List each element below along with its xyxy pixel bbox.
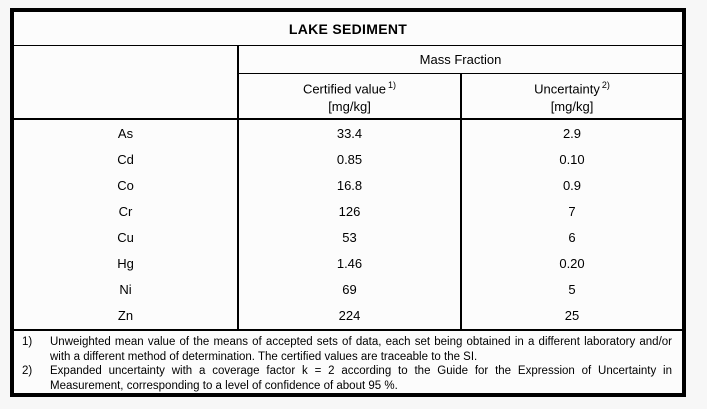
element-cell: Cd bbox=[14, 146, 239, 172]
footnote-2-text: Expanded uncertainty with a coverage factor k = 2 according to the Guide for the Expression of Uncertainty in Measurement, corresponding to a level of confidence of about 95 %. bbox=[50, 365, 672, 392]
footnotes-section bbox=[14, 331, 682, 393]
footnote-2-marker: 2) bbox=[22, 365, 33, 378]
uncertainty-cell: 0.9 bbox=[562, 177, 582, 193]
uncertainty-cell: 25 bbox=[564, 308, 580, 324]
element-cell: As bbox=[14, 120, 239, 146]
element-cell: Cu bbox=[14, 225, 239, 251]
certified-value-cell: 69 bbox=[239, 277, 462, 303]
mass-fraction-group-header: Mass Fraction bbox=[239, 46, 682, 74]
group-header-row bbox=[14, 46, 682, 74]
footnote-1 bbox=[22, 335, 672, 364]
table-title: LAKE SEDIMENT bbox=[14, 12, 682, 46]
data-grid bbox=[14, 120, 682, 331]
uncertainty-cell: 6 bbox=[568, 230, 576, 246]
certified-value-cell: 126 bbox=[239, 198, 462, 224]
column-header-row bbox=[14, 74, 682, 120]
certified-values-table bbox=[10, 8, 686, 397]
certified-value-cell: 224 bbox=[239, 303, 462, 329]
element-cell: Zn bbox=[14, 303, 239, 329]
footnote-ref-2: 2) bbox=[601, 80, 610, 91]
uncertainty-unit: [mg/kg] bbox=[550, 98, 594, 114]
certified-value-label: Certified value $^{1)}$ bbox=[302, 80, 397, 97]
element-cell: Cr bbox=[14, 198, 239, 224]
footnote-1-text: Unweighted mean value of the means of accepted sets of data, each set being obtained in a different laboratory and/or with a different method of determination. The certified values are traceable to the SI. bbox=[50, 336, 672, 363]
uncertainty-label: Uncertainty $^{2)}$ bbox=[534, 80, 610, 97]
certified-value-cell: 16.8 bbox=[239, 172, 462, 198]
uncertainty-cell: 5 bbox=[568, 282, 576, 298]
uncertainty-cell: 2.9 bbox=[562, 125, 582, 141]
uncertainty-cell: 7 bbox=[568, 203, 576, 219]
certified-value-cell: 1.46 bbox=[239, 251, 462, 277]
empty-subheader-cell bbox=[14, 74, 239, 118]
element-cell: Hg bbox=[14, 251, 239, 277]
footnote-2 bbox=[22, 364, 672, 393]
certified-value-cell: 53 bbox=[239, 225, 462, 251]
certified-value-cell: 0.85 bbox=[239, 146, 462, 172]
empty-header-cell bbox=[14, 46, 239, 74]
footnote-ref-1: 1) bbox=[388, 80, 397, 91]
element-cell: Ni bbox=[14, 277, 239, 303]
certified-value-unit: [mg/kg] bbox=[328, 98, 371, 114]
uncertainty-column-header bbox=[462, 74, 682, 118]
uncertainty-cell: 0.10 bbox=[559, 151, 585, 167]
footnote-1-marker: 1) bbox=[22, 336, 33, 348]
certified-value-cell: 33.4 bbox=[239, 120, 462, 146]
element-cell: Co bbox=[14, 172, 239, 198]
uncertainty-cell: 0.20 bbox=[559, 256, 585, 272]
certified-value-column-header bbox=[239, 74, 462, 118]
